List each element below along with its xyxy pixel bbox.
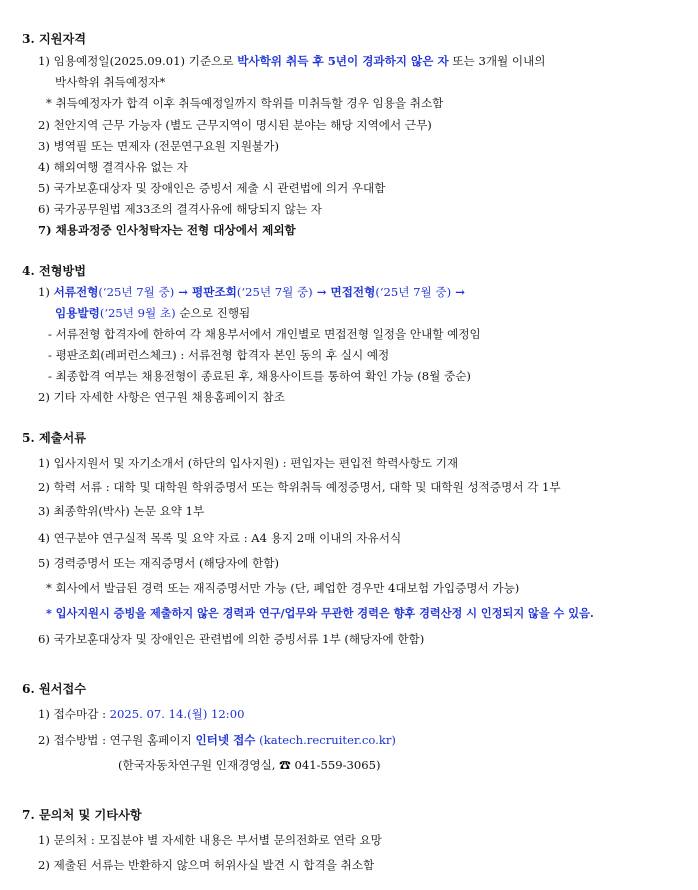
sec4-item-1 <box>38 284 465 300</box>
sec4-step-appointment: 임용발령 <box>55 306 100 320</box>
sec4-step-reference: 평판조회 <box>192 285 237 299</box>
sec5-note-2: * 입사지원시 증빙을 제출하지 않은 경력과 연구/업무와 무관한 경력은 향후 경력산정 시 인정되지 않을 수 있음. <box>46 606 594 620</box>
sec7-item-2: 2) 제출된 서류는 반환하지 않으며 허위사실 발견 시 합격을 취소함 <box>38 858 375 872</box>
sec5-item-3: 3) 최종학위(박사) 논문 요약 1부 <box>38 504 205 518</box>
sec7-item-1: 1) 문의처 : 모집분야 별 자세한 내용은 부서별 문의전화로 연락 요망 <box>38 833 382 847</box>
sec6-contact: (한국자동차연구원 인재경영실, ☎ 041-559-3065) <box>118 758 381 772</box>
sec3-note: * 취득예정자가 합격 이후 취득예정일까지 학위를 미취득할 경우 임용을 취소함 <box>46 96 444 110</box>
section-4-title: 4. 전형방법 <box>22 264 87 278</box>
sec3-item-1-highlight: 박사학위 취득 후 5년이 경과하지 않은 자 <box>237 54 449 68</box>
sec3-item-1-a: 1) 임용예정일(2025.09.01) 기준으로 <box>38 54 238 68</box>
sec3-item-1-cont: 박사학위 취득예정자* <box>55 75 166 89</box>
sec3-item-6: 6) 국가공무원법 제33조의 결격사유에 해당되지 않는 자 <box>38 202 322 216</box>
sec5-note-1: * 회사에서 발급된 경력 또는 재직증명서만 가능 (단, 폐업한 경우만 4대보험 가입증명서 가능) <box>46 581 520 595</box>
sec4-arrow-2: → <box>312 285 331 299</box>
sec4-detail-2: - 평판조회(레퍼런스체크) : 서류전형 합격자 본인 동의 후 실시 예정 <box>48 348 390 362</box>
sec6-deadline-value: 2025. 07. 14.(월) 12:00 <box>109 707 245 721</box>
section-5-title: 5. 제출서류 <box>22 431 87 445</box>
sec4-item-2: 2) 기타 자세한 사항은 연구원 채용홈페이지 참조 <box>38 390 285 404</box>
section-3-title: 3. 지원자격 <box>22 32 87 46</box>
sec4-item-1-cont <box>55 305 250 321</box>
sec6-method-label: 2) 접수방법 : 연구원 홈페이지 <box>38 733 196 747</box>
sec4-detail-1: - 서류전형 합격자에 한하여 각 채용부서에서 개인별로 면접전형 일정을 안내할 예정임 <box>48 327 481 341</box>
sec3-item-3: 3) 병역필 또는 면제자 (전문연구요원 지원불가) <box>38 139 279 153</box>
sec3-item-4: 4) 해외여행 결격사유 없는 자 <box>38 160 188 174</box>
sec4-item-1-num: 1) <box>38 285 54 299</box>
sec5-item-1: 1) 입사지원서 및 자기소개서 (하단의 입사지원) : 편입자는 편입전 학력사항도 기재 <box>38 456 459 470</box>
sec4-step-document-date: (‘25년 7월 중) <box>98 285 175 299</box>
sec3-item-7: 7) 채용과정중 인사청탁자는 전형 대상에서 제외함 <box>38 223 296 237</box>
sec5-item-6: 6) 국가보훈대상자 및 장애인은 관련법에 의한 증빙서류 1부 (해당자에 한함) <box>38 632 425 646</box>
sec3-item-5: 5) 국가보훈대상자 및 장애인은 증빙서 제출 시 관련법에 의거 우대함 <box>38 181 386 195</box>
sec6-method-url[interactable]: (katech.recruiter.co.kr) <box>255 733 396 747</box>
sec4-step-interview-date: (‘25년 7월 중) <box>375 285 452 299</box>
sec4-arrow-1: → <box>174 285 193 299</box>
sec5-item-2: 2) 학력 서류 : 대학 및 대학원 학위증명서 또는 학위취득 예정증명서, 대학 및 대학원 성적증명서 각 1부 <box>38 480 561 494</box>
sec3-item-1 <box>38 53 546 69</box>
sec6-item-2 <box>38 732 396 748</box>
sec6-deadline-label: 1) 접수마감 : <box>38 707 110 721</box>
sec4-step-document: 서류전형 <box>53 285 99 299</box>
section-7-title: 7. 문의처 및 기타사항 <box>22 808 142 822</box>
sec5-item-5: 5) 경력증명서 또는 재직증명서 (해당자에 한함) <box>38 556 279 570</box>
sec4-arrow-3: → <box>451 285 465 299</box>
section-6-title: 6. 원서접수 <box>22 682 87 696</box>
sec6-item-1 <box>38 706 244 722</box>
sec4-step-tail: 순으로 진행됨 <box>175 306 251 320</box>
sec4-step-reference-date: (‘25년 7월 중) <box>236 285 313 299</box>
sec3-item-2: 2) 천안지역 근무 가능자 (별도 근무지역이 명시된 분야는 해당 지역에서 근무) <box>38 118 432 132</box>
sec3-item-1-c: 또는 3개월 이내의 <box>448 54 546 68</box>
sec5-item-4: 4) 연구분야 연구실적 목록 및 요약 자료 : A4 용지 2매 이내의 자유서식 <box>38 531 402 545</box>
sec6-method-internet: 인터넷 접수 <box>195 733 256 747</box>
sec4-step-interview: 면접전형 <box>330 285 376 299</box>
sec4-detail-3: - 최종합격 여부는 채용전형이 종료된 후, 채용사이트를 통하여 확인 가능 (8월 중순) <box>48 369 471 383</box>
sec4-step-appointment-date: (‘25년 9월 초) <box>99 306 176 320</box>
